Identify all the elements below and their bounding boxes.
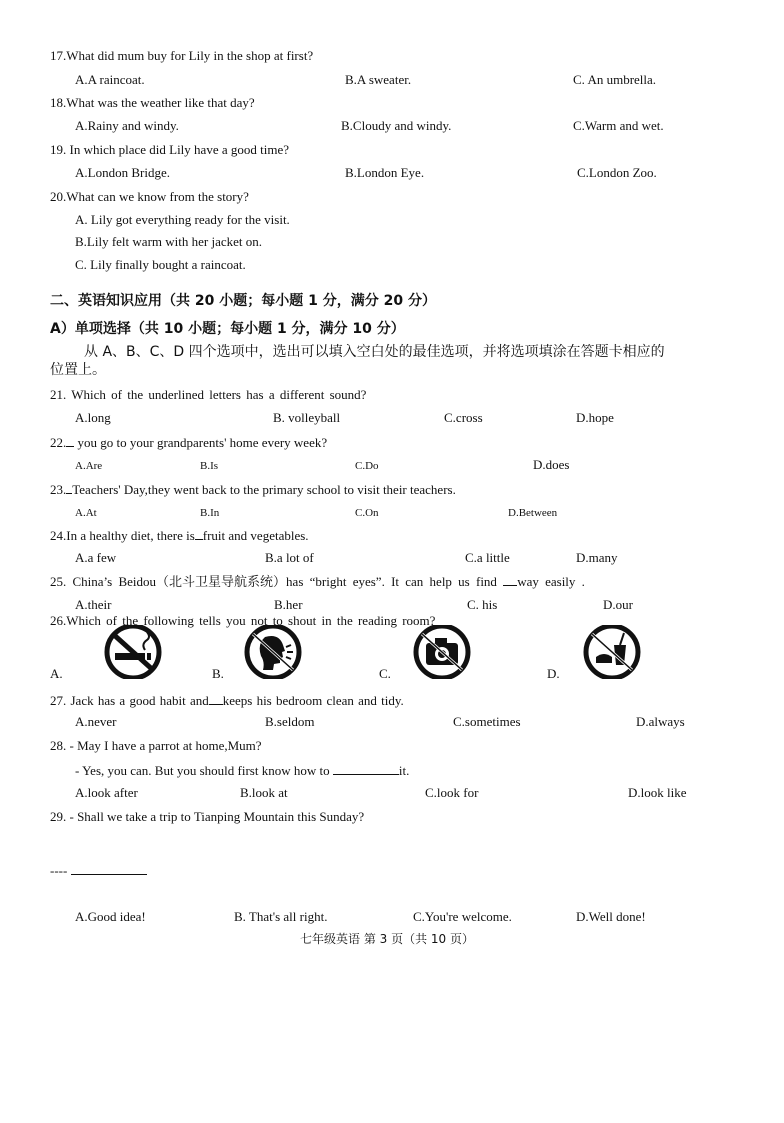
q29-option-a: A.Good idea! — [75, 909, 146, 924]
q28-reply-post: it. — [398, 763, 410, 778]
q22-number: 22. — [50, 435, 67, 450]
instructions-line-1: 从 A、B、C、D 四个选项中，选出可以填入空白处的最佳选项，并将选项填涂在答题卡相应的 — [84, 344, 665, 360]
q28-option-a: A.look after — [75, 785, 138, 800]
q29-reply-line — [50, 862, 147, 879]
no-shouting-sign-icon — [241, 625, 305, 679]
q25-option-b: B.her — [274, 597, 303, 612]
q22-stem: you go to your grandparents' home every week? — [74, 435, 328, 450]
q19-option-c: C.London Zoo. — [577, 165, 657, 180]
q25-post: way easily . — [517, 574, 585, 589]
q26-option-b: B. — [212, 666, 224, 681]
q27-stem-line — [50, 692, 404, 709]
q18-stem: 18.What was the weather like that day? — [50, 95, 255, 110]
q22-option-a: A.Are — [75, 460, 103, 472]
q20-option-c: C. Lily finally bought a raincoat. — [75, 257, 246, 272]
q26-option-c: C. — [379, 666, 391, 681]
q26-stem: 26.Which of the following tells you not to shout in the reading room? — [50, 613, 436, 628]
q27-option-c: C.sometimes — [453, 714, 521, 729]
q23-number: 23. — [50, 482, 67, 497]
q17-option-c: C. An umbrella. — [573, 72, 657, 87]
q22-stem-line — [50, 434, 327, 451]
q21-option-c: C.cross — [444, 410, 483, 425]
q27-option-b: B.seldom — [265, 714, 315, 729]
q28-option-b: B.look at — [240, 785, 288, 800]
q18-option-c: C.Warm and wet. — [573, 118, 664, 133]
q24-blank — [195, 527, 203, 540]
q24-option-d: D.many — [576, 550, 618, 565]
q25-chinese-note: （北斗卫星导航系统） — [156, 575, 287, 590]
q23-option-a: A.At — [75, 507, 97, 519]
q24-option-b: B.a lot of — [265, 550, 314, 565]
q24-pre: 24.In a healthy diet, there is — [50, 528, 195, 543]
section-2-title: 二、英语知识应用（共 20 小题；每小题 1 分，满分 20 分） — [50, 293, 436, 309]
q24-option-c: C.a little — [465, 550, 510, 565]
q21-option-b: B. volleyball — [273, 410, 341, 425]
q23-option-b: B.In — [200, 507, 220, 519]
q21-stem: 21. Which of the underlined letters has a different sound? — [50, 387, 367, 402]
no-food-drink-sign-icon — [580, 625, 644, 679]
no-smoking-sign-icon — [101, 625, 165, 679]
q23-option-c: C.On — [355, 507, 379, 519]
q25-mid: has “bright eyes”. It can help us find — [286, 574, 497, 589]
q26-option-d: D. — [547, 666, 560, 681]
q29-option-c: C.You're welcome. — [413, 909, 512, 924]
q25-option-a: A.their — [75, 597, 112, 612]
q20-option-a: A. Lily got everything ready for the visit. — [75, 212, 290, 227]
q22-option-b: B.Is — [200, 460, 219, 472]
q28-option-d: D.look like — [628, 785, 687, 800]
q20-option-b: B.Lily felt warm with her jacket on. — [75, 234, 263, 249]
q25-option-c: C. his — [467, 597, 498, 612]
q18-option-a: A.Rainy and windy. — [75, 118, 179, 133]
q19-option-a: A.London Bridge. — [75, 165, 170, 180]
q23-option-d: D.Between — [508, 507, 558, 519]
q23-stem-line — [50, 481, 456, 498]
q18-option-b: B.Cloudy and windy. — [341, 118, 452, 133]
q28-stem: 28. - May I have a parrot at home,Mum? — [50, 738, 262, 753]
q29-option-d: D.Well done! — [576, 909, 646, 924]
q27-pre: 27. Jack has a good habit and — [50, 693, 209, 708]
q22-option-c: C.Do — [355, 460, 379, 472]
q29-reply-dashes: ---- — [50, 863, 68, 878]
q28-reply-pre: - Yes, you can. But you should first know how to — [75, 763, 330, 778]
q28-reply-line — [75, 762, 409, 779]
q25-pre: 25. China’s Beidou — [50, 574, 157, 589]
q20-stem: 20.What can we know from the story? — [50, 189, 249, 204]
q25-blank — [503, 573, 517, 586]
q23-stem: Teachers' Day,they went back to the primary school to visit their teachers. — [72, 482, 456, 497]
q29-option-b: B. That's all right. — [234, 909, 328, 924]
q28-blank — [333, 762, 399, 775]
part-a-title: A）单项选择（共 10 小题；每小题 1 分，满分 10 分） — [50, 321, 405, 337]
q27-stem: keeps his bedroom clean and tidy. — [222, 693, 404, 708]
q27-option-d: D.always — [636, 714, 685, 729]
q25-option-d: D.our — [603, 597, 633, 612]
q17-option-a: A.A raincoat. — [75, 72, 145, 87]
q24-stem: fruit and vegetables. — [202, 528, 309, 543]
instructions-line-2: 位置上。 — [50, 362, 106, 378]
q25-stem-line — [50, 573, 585, 591]
no-photography-sign-icon — [410, 625, 474, 679]
q17-option-b: B.A sweater. — [345, 72, 412, 87]
q29-blank — [71, 862, 147, 875]
page-footer: 七年级英语 第 3 页（共 10 页） — [300, 932, 474, 946]
q19-stem: 19. In which place did Lily have a good time? — [50, 142, 289, 157]
q17-stem: 17.What did mum buy for Lily in the shop at first? — [50, 48, 314, 63]
q28-option-c: C.look for — [425, 785, 479, 800]
q27-option-a: A.never — [75, 714, 117, 729]
q27-blank — [209, 692, 223, 705]
q22-option-d: D.does — [533, 457, 570, 472]
q26-option-a: A. — [50, 666, 63, 681]
q21-option-d: D.hope — [576, 410, 614, 425]
q29-stem: 29. - Shall we take a trip to Tianping Mountain this Sunday? — [50, 809, 365, 824]
q24-option-a: A.a few — [75, 550, 117, 565]
q21-option-a: A.long — [75, 410, 111, 425]
q19-option-b: B.London Eye. — [345, 165, 425, 180]
q24-stem-line — [50, 527, 309, 544]
